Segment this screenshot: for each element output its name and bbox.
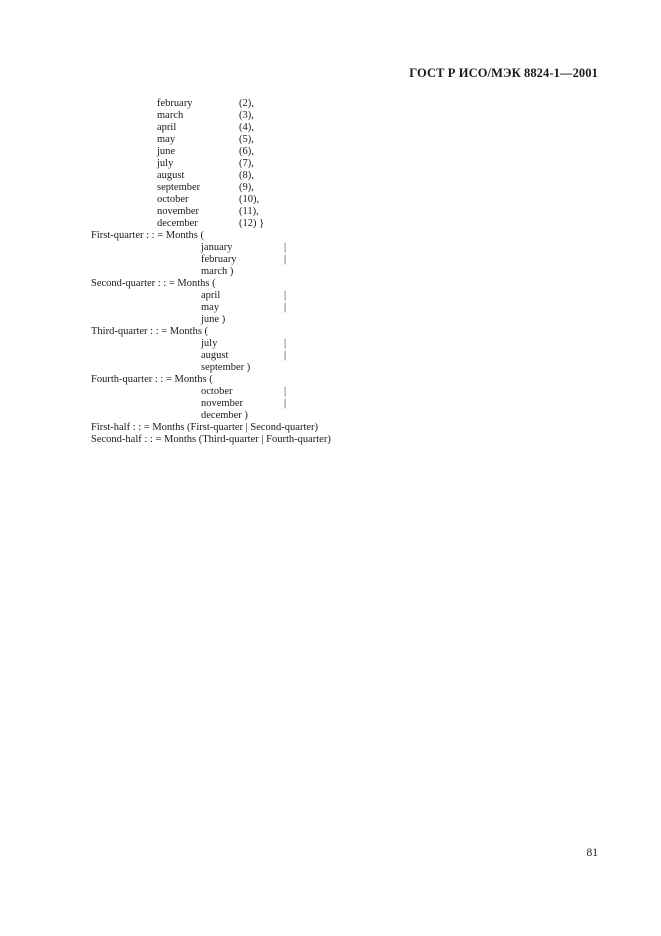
month-number: (8), — [239, 170, 254, 181]
month-name: june — [157, 146, 176, 157]
quarter-month: july — [201, 338, 218, 349]
quarter-month: march ) — [201, 266, 234, 277]
quarter-definition: First-quarter : : = Months ( — [91, 230, 204, 241]
month-name: november — [157, 206, 199, 217]
alternative-separator: | — [284, 338, 287, 349]
quarter-month: june ) — [201, 314, 226, 325]
alternative-separator: | — [284, 350, 287, 361]
alternative-separator: | — [284, 386, 287, 397]
month-name: october — [157, 194, 189, 205]
alternative-separator: | — [284, 302, 287, 313]
quarter-month: november — [201, 398, 243, 409]
quarter-month: may — [201, 302, 220, 313]
month-number: (9), — [239, 182, 254, 193]
alternative-separator: | — [284, 398, 287, 409]
month-number: (12) } — [239, 218, 265, 229]
quarter-definition: Fourth-quarter : : = Months ( — [91, 374, 213, 385]
quarter-month: december ) — [201, 410, 248, 421]
month-number: (4), — [239, 122, 254, 133]
quarter-definition: Second-quarter : : = Months ( — [91, 278, 216, 289]
half-definition: Second-half : : = Months (Third-quarter | Fourth-quarter) — [91, 434, 331, 445]
month-name: july — [157, 158, 174, 169]
quarter-month: february — [201, 254, 237, 265]
quarter-definition: Third-quarter : : = Months ( — [91, 326, 209, 337]
month-number: (10), — [239, 194, 260, 205]
quarter-month: april — [201, 290, 221, 301]
month-number: (6), — [239, 146, 254, 157]
month-number: (5), — [239, 134, 254, 145]
month-name: april — [157, 122, 177, 133]
quarter-month: january — [201, 242, 233, 253]
month-name: may — [157, 134, 176, 145]
document-header: ГОСТ Р ИСО/МЭК 8824-1—2001 — [409, 66, 598, 80]
alternative-separator: | — [284, 254, 287, 265]
month-name: february — [157, 98, 193, 109]
alternative-separator: | — [284, 290, 287, 301]
month-name: march — [157, 110, 184, 121]
month-name: august — [157, 170, 185, 181]
month-number: (7), — [239, 158, 254, 169]
alternative-separator: | — [284, 242, 287, 253]
month-number: (2), — [239, 98, 254, 109]
quarter-month: september ) — [201, 362, 251, 373]
quarter-month: august — [201, 350, 229, 361]
month-number: (3), — [239, 110, 254, 121]
half-definition: First-half : : = Months (First-quarter | Second-quarter) — [91, 422, 319, 433]
month-name: december — [157, 218, 198, 229]
month-number: (11), — [239, 206, 259, 217]
page-number: 81 — [586, 847, 598, 859]
quarter-month: october — [201, 386, 233, 397]
month-name: september — [157, 182, 201, 193]
